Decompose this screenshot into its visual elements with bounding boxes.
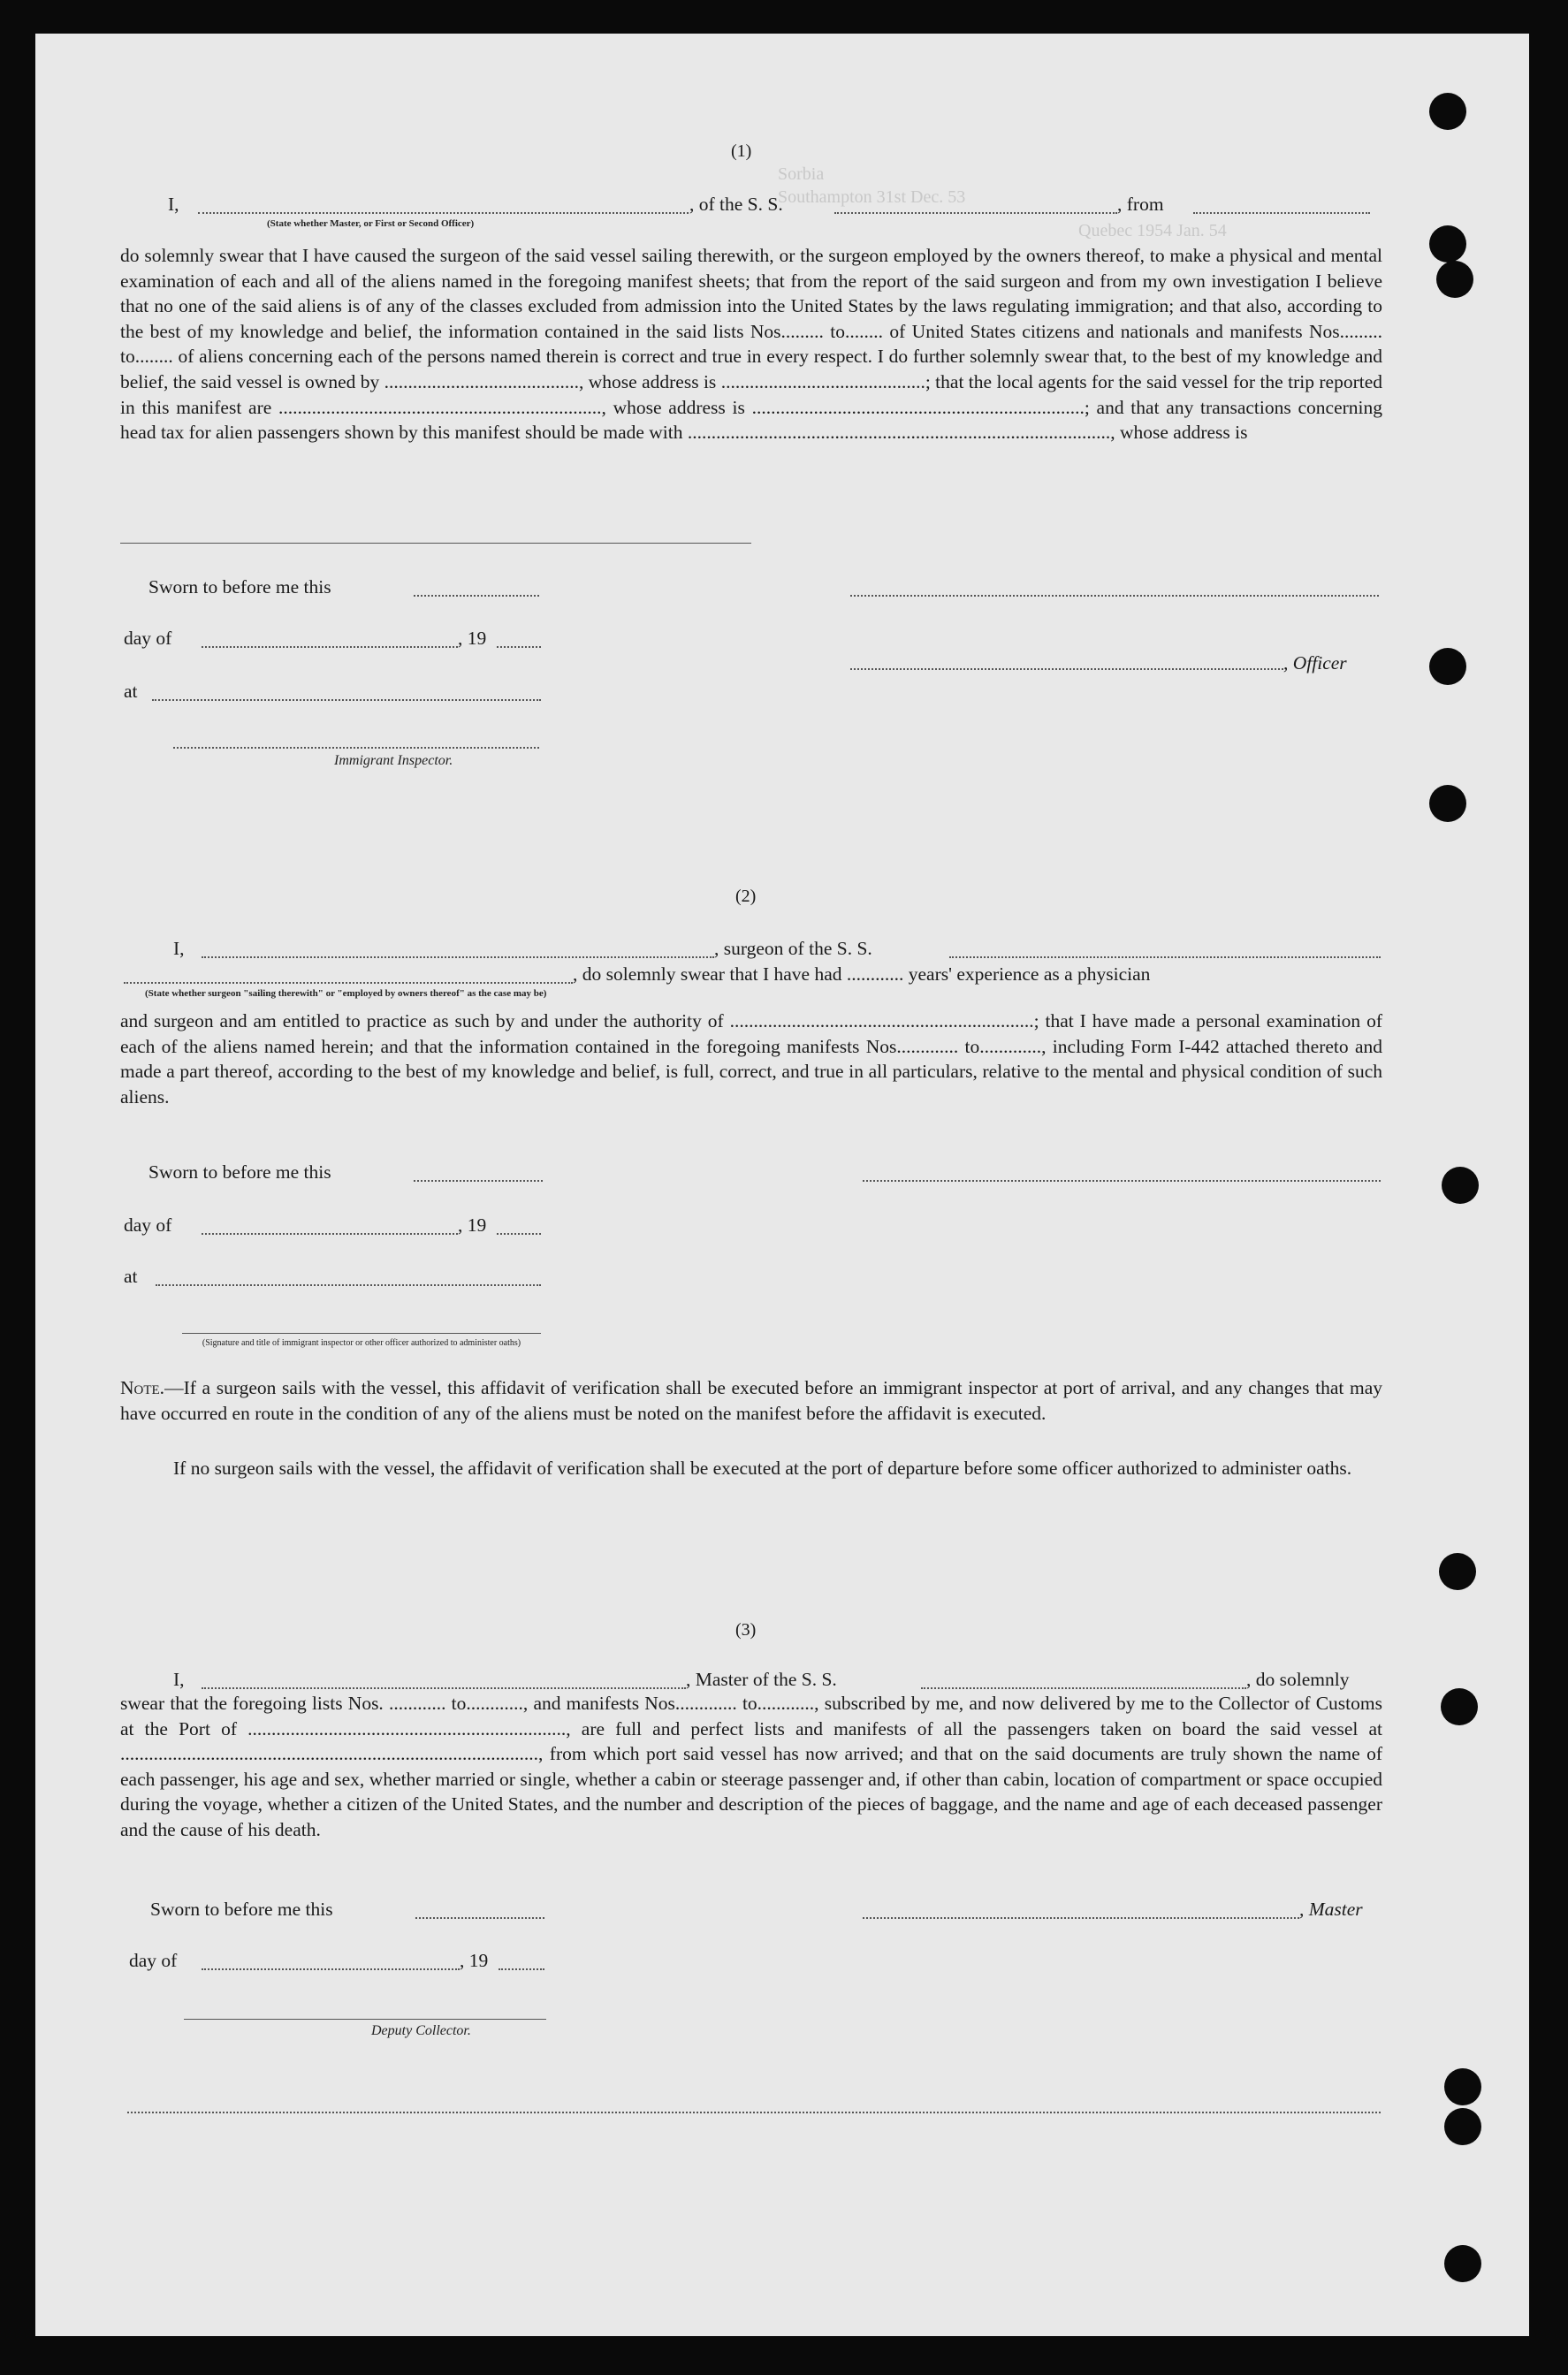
section-2-paragraph: and surgeon and am entitled to practice as such by and under the authority of ................................................................; that I have made a personal examination of each of the aliens named herein; and that the information contained in the foregoing manifests Nos............. to............., including Form I-442 attached thereto and made a part thereof, according to the best of my knowledge and belief, is full, correct, and true in all particulars, relative to the mental and physical condition of such aliens.	[120, 1010, 1382, 1108]
section-3-paragraph: swear that the foregoing lists Nos. ............ to............, and manifests Nos............. to............, subscribed by me, and now delivered by me to the Collector of Customs at the Port of ..................................................................., are full and perfect lists and manifests of all the passengers taken on board the said vessel at ........................................................................................, from which port said vessel has now arrived; and that on the said documents are truly shown the name of each passenger, his age and sex, whether married or single, whether a cabin or steerage passenger and, if other than cabin, location of compartment or space occupied during the voyage, whether a citizen of the United States, and the number and description of the pieces of baggage, and the name and age of each deceased passenger and the cause of his death.	[120, 1693, 1382, 1840]
month-field[interactable]	[202, 1968, 460, 1970]
inspector-signature-line[interactable]	[173, 747, 539, 749]
section-2-vessel-field[interactable]	[949, 956, 1381, 958]
section-3-line-start: I,	[173, 1669, 185, 1690]
departure-port-field[interactable]	[1193, 212, 1370, 214]
section-1-from: , from	[1117, 194, 1164, 215]
binding-hole	[1429, 648, 1466, 685]
sworn-day-field[interactable]	[414, 1180, 543, 1182]
place-field[interactable]	[152, 699, 541, 701]
note-text: —If a surgeon sails with the vessel, this affidavit of verification shall be executed before an immigrant inspector at port of arrival, and any changes that may have occurred en route in the condition of any of the aliens must be noted on the manifest before the affidavit is executed.	[120, 1377, 1382, 1424]
place-field[interactable]	[156, 1284, 541, 1286]
binding-hole	[1444, 2245, 1481, 2282]
note-paragraph-2: If no surgeon sails with the vessel, the affidavit of verification shall be executed at the port of departure before some officer authorized to administer oaths.	[173, 1458, 1352, 1479]
master-of-label: , Master of the S. S.	[686, 1669, 837, 1690]
section-3-vessel-field[interactable]	[921, 1687, 1246, 1689]
year-field[interactable]	[499, 1968, 544, 1970]
sworn-label: Sworn to before me this	[148, 576, 331, 598]
section-3-number: (3)	[735, 1620, 757, 1640]
inspector-caption: Immigrant Inspector.	[334, 753, 453, 768]
section-1-paragraph: do solemnly swear that I have caused the surgeon of the said vessel sailing therewith, or the surgeon employed by the owners thereof, to make a physical and mental examination of each and all of the aliens named in the foregoing manifest sheets; that from the report of the said surgeon and from my own investigation I believe that no one of the said aliens is of any of the classes excluded from admission into the United States by the laws regulating immigration; and that also, according to the best of my knowledge and belief, the information contained in the said lists Nos......... to........ of United States citizens and nationals and manifests Nos......... to........ of aliens concerning each of the persons named therein is correct and true in every respect. I do further solemnly swear that, to the best of my knowledge and belief, the said vessel is owned by ........................................., whose address is ...........................................; that the local agents for the said vessel for the trip reported in this manifest are ...................................................................., whose address is ......................................................................; and that any transactions concerning head tax for alien passengers shown by this manifest should be made with ........................................................................................., whose address is	[120, 245, 1382, 444]
month-field[interactable]	[202, 1233, 458, 1235]
day-of-label: day of	[124, 1214, 172, 1236]
year-label: , 19	[458, 1214, 487, 1236]
at-label: at	[124, 681, 138, 702]
section-2-line-start: I,	[173, 938, 185, 959]
day-of-label: day of	[129, 1950, 178, 1971]
month-field[interactable]	[202, 646, 458, 648]
binding-hole	[1444, 2108, 1481, 2145]
master-name-field[interactable]	[198, 212, 689, 214]
surgeon-status-field[interactable]	[124, 982, 573, 984]
master-signature-line[interactable]	[863, 1917, 1299, 1919]
binding-hole	[1436, 261, 1473, 298]
section-1-of-ss: , of the S. S.	[689, 194, 783, 215]
solemnly-label: , do solemnly	[1246, 1669, 1350, 1690]
sworn-label: Sworn to before me this	[150, 1899, 333, 1920]
bleed-through-text: Quebec 1954 Jan. 54	[1078, 221, 1227, 240]
officer-signature-line[interactable]	[850, 595, 1379, 597]
sworn-label: Sworn to before me this	[148, 1161, 331, 1183]
surgeon-of-label: , surgeon of the S. S.	[714, 938, 872, 959]
collector-caption: Deputy Collector.	[371, 2023, 471, 2038]
section-2-number: (2)	[735, 887, 757, 906]
day-of-label: day of	[124, 628, 172, 649]
at-label: at	[124, 1266, 138, 1287]
officer-label: , Officer	[1283, 652, 1347, 674]
surgeon-name-field[interactable]	[202, 956, 714, 958]
year-field[interactable]	[497, 1233, 541, 1235]
year-label: , 19	[460, 1950, 489, 1971]
signature-line[interactable]	[182, 1333, 541, 1334]
bottom-rule	[127, 2112, 1381, 2113]
binding-hole	[1429, 93, 1466, 130]
note-label: Note.	[120, 1377, 165, 1398]
binding-hole	[1444, 2068, 1481, 2105]
bleed-through-text: Southampton 31st Dec. 53	[778, 187, 966, 207]
master-label: , Master	[1299, 1899, 1363, 1920]
vessel-name-field[interactable]	[834, 212, 1117, 214]
year-label: , 19	[458, 628, 487, 649]
section-1-caption: (State whether Master, or First or Second Officer)	[267, 218, 475, 229]
note-paragraph	[120, 1375, 1382, 1426]
section-1-number: (1)	[731, 141, 752, 161]
bleed-through-text: Sorbia	[778, 164, 825, 184]
section-2-caption: (State whether surgeon "sailing therewith" or "employed by owners thereof" as the case may be)	[145, 988, 547, 999]
separator-line	[120, 543, 751, 544]
sworn-day-field[interactable]	[415, 1917, 544, 1919]
binding-hole	[1439, 1553, 1476, 1590]
binding-hole	[1429, 785, 1466, 822]
binding-hole	[1441, 1688, 1478, 1725]
sworn-day-field[interactable]	[414, 595, 539, 597]
binding-hole	[1429, 225, 1466, 263]
year-field[interactable]	[497, 646, 541, 648]
swear-line: , do solemnly swear that I have had ............ years' experience as a physician	[573, 963, 1151, 985]
section-1-line-start: I,	[168, 194, 179, 215]
master-name-field[interactable]	[202, 1687, 686, 1689]
signature-caption: (Signature and title of immigrant inspector or other officer authorized to administer oaths)	[202, 1338, 521, 1348]
collector-signature-line[interactable]	[184, 2019, 546, 2020]
surgeon-signature-line[interactable]	[863, 1180, 1381, 1182]
officer-title-line[interactable]	[850, 668, 1283, 670]
binding-hole	[1442, 1167, 1479, 1204]
